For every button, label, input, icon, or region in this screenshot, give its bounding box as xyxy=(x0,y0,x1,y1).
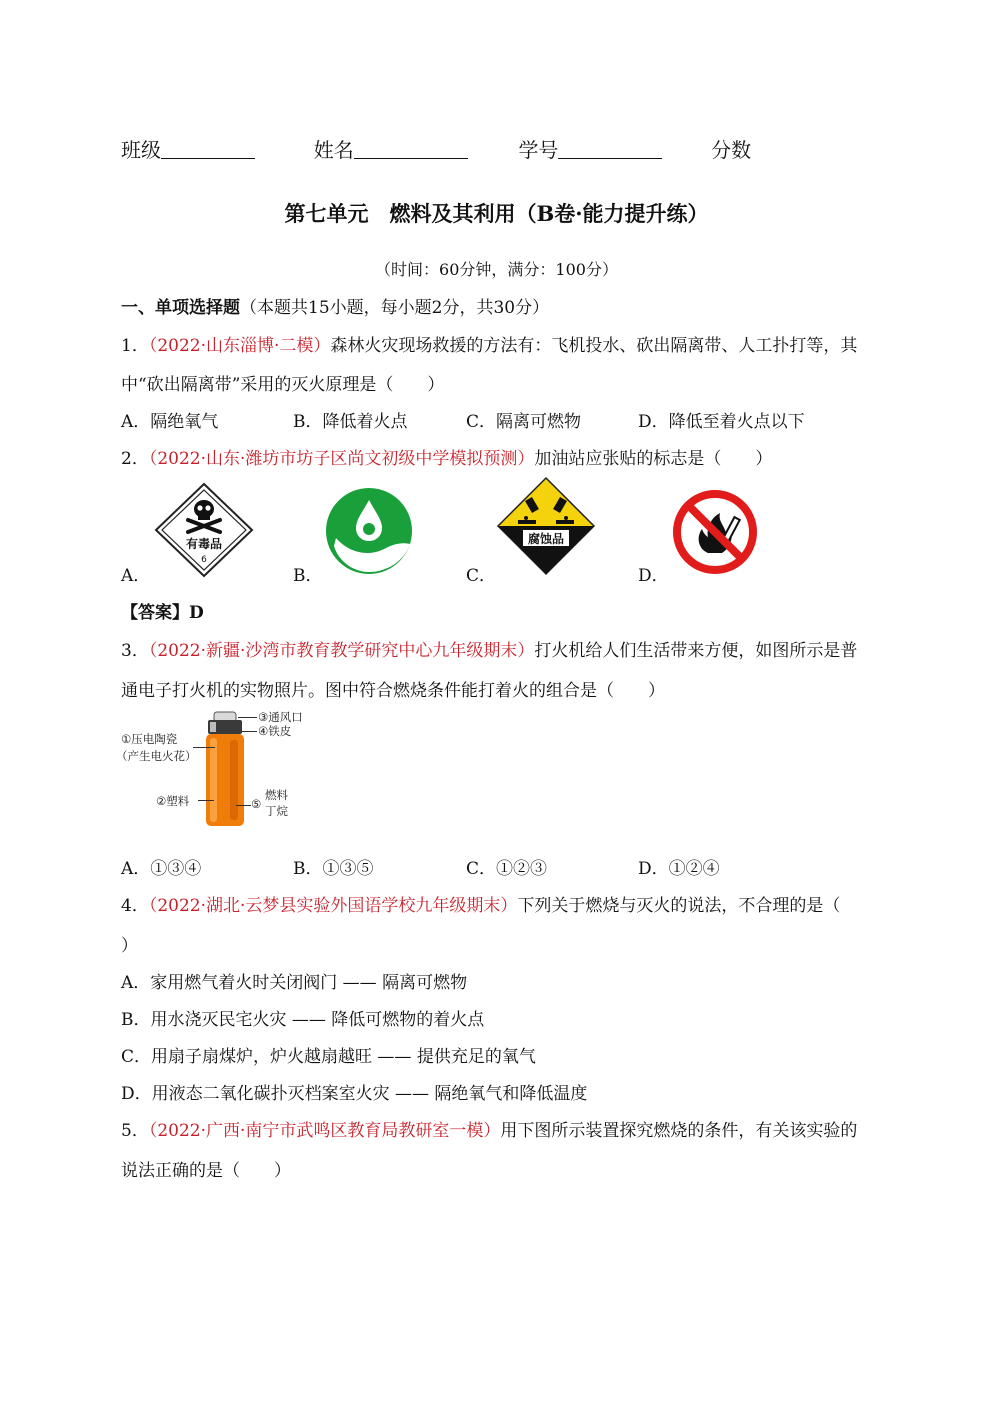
q4-line2: ） xyxy=(121,936,138,956)
q4-line1 xyxy=(121,891,840,916)
q3-option-a[interactable]: A．①③④ xyxy=(121,859,202,879)
class-blank[interactable] xyxy=(161,140,255,159)
lighter-line-3 xyxy=(238,717,257,718)
q2-line1 xyxy=(121,444,772,469)
q4-option-b[interactable]: B．用水浇灭民宅火灾 —— 降低可燃物的着火点 xyxy=(121,1010,485,1030)
q4-option-c[interactable]: C．用扇子扇煤炉，炉火越扇越旺 —— 提供充足的氧气 xyxy=(121,1047,536,1067)
id-blank[interactable] xyxy=(558,140,662,159)
q4-source: （2022·湖北·云梦县实验外国语学校九年级期末） xyxy=(148,896,518,916)
q2-option-c[interactable]: C． xyxy=(466,566,497,586)
page-subtitle: （时间：60分钟，满分：100分） xyxy=(375,260,618,279)
header-row xyxy=(121,134,751,163)
lighter-figure xyxy=(200,710,260,830)
q1-line2: 中“砍出隔离带”采用的灭火原理是（ ） xyxy=(121,375,445,395)
section-title: 一、单项选择题 xyxy=(121,298,240,318)
q2-text: 加油站应张贴的标志是（ ） xyxy=(534,449,773,469)
id-label: 学号 xyxy=(518,138,559,162)
name-label: 姓名 xyxy=(313,138,354,162)
q4-text-1: 下列关于燃烧与灭火的说法，不合理的是（ xyxy=(517,896,841,916)
lighter-line-2 xyxy=(198,800,214,801)
q3-option-c[interactable]: C．①②③ xyxy=(466,859,548,879)
q3-line2: 通电子打火机的实物照片。图中符合燃烧条件能打着火的组合是（ ） xyxy=(121,681,665,701)
q3-source: （2022·新疆·沙湾市教育教学研究中心九年级期末） xyxy=(148,641,535,661)
lighter-label-2: ②塑料 xyxy=(156,794,190,808)
q1-option-d[interactable]: D．降低至着火点以下 xyxy=(638,412,805,432)
toxic-sign-number: 6 xyxy=(201,555,207,565)
lighter-label-1b: （产生电火花） xyxy=(116,749,197,763)
section-heading xyxy=(121,293,549,318)
page-title: 第七单元 燃料及其利用（B卷·能力提升练） xyxy=(284,201,709,226)
q5-source: （2022·广西·南宁市武鸣区教育局教研室一模） xyxy=(148,1121,501,1141)
water-saving-sign-icon xyxy=(324,486,414,576)
lighter-label-5b: 丁烷 xyxy=(265,804,288,818)
lighter-label-4: ④铁皮 xyxy=(258,724,292,738)
q2-option-b[interactable]: B． xyxy=(293,566,323,586)
q5-line2: 说法正确的是（ ） xyxy=(121,1161,291,1181)
class-label: 班级 xyxy=(121,138,161,162)
q4-option-a[interactable]: A．家用燃气着火时关闭阀门 —— 隔离可燃物 xyxy=(121,973,468,993)
q1-option-b[interactable]: B．降低着火点 xyxy=(293,412,408,432)
q2-option-d[interactable]: D． xyxy=(638,566,669,586)
q2-source: （2022·山东·潍坊市坊子区尚文初级中学模拟预测） xyxy=(148,449,535,469)
q1-option-c[interactable]: C．隔离可燃物 xyxy=(466,412,582,432)
q1-option-a[interactable]: A．隔绝氧气 xyxy=(121,412,219,432)
q3-number: 3． xyxy=(121,641,149,661)
q1-number: 1． xyxy=(121,336,149,356)
name-blank[interactable] xyxy=(354,140,468,159)
corrosive-sign-icon xyxy=(496,476,596,576)
corrosive-sign-text: 腐蚀品 xyxy=(527,532,565,546)
lighter-label-3: ③通风口 xyxy=(258,710,303,724)
q5-number: 5． xyxy=(121,1121,149,1141)
section-note: （本题共15小题，每小题2分，共30分） xyxy=(240,298,550,318)
q5-line1 xyxy=(121,1116,857,1141)
toxic-sign-text: 有毒品 xyxy=(185,537,223,551)
toxic-sign-icon xyxy=(152,482,256,578)
q4-option-d[interactable]: D．用液态二氧化碳扑灭档案室火灾 —— 隔绝氧气和降低温度 xyxy=(121,1084,588,1104)
q3-option-b[interactable]: B．①③⑤ xyxy=(293,859,374,879)
no-fire-sign-icon xyxy=(670,487,760,577)
q2-answer: 【答案】D xyxy=(121,603,204,623)
q2-option-a[interactable]: A． xyxy=(121,566,151,586)
q2-number: 2． xyxy=(121,449,149,469)
q3-line1 xyxy=(121,636,857,661)
q4-number: 4． xyxy=(121,896,149,916)
q5-text-1: 用下图所示装置探究燃烧的条件，有关该实验的 xyxy=(500,1121,858,1141)
q3-text-1: 打火机给人们生活带来方便，如图所示是普 xyxy=(534,641,858,661)
score-label: 分数 xyxy=(711,138,752,162)
lighter-label-5a: 燃料 xyxy=(265,788,288,802)
lighter-line-5 xyxy=(236,805,251,806)
q3-option-d[interactable]: D．①②④ xyxy=(638,859,720,879)
q1-source: （2022·山东淄博·二模） xyxy=(148,336,331,356)
lighter-label-1a: ①压电陶瓷 xyxy=(121,732,178,746)
q1-line1 xyxy=(121,331,857,356)
lighter-line-4 xyxy=(240,731,257,732)
lighter-label-5: ⑤ xyxy=(251,797,262,811)
q1-text-1: 森林火灾现场救援的方法有：飞机投水、砍出隔离带、人工扑打等，其 xyxy=(330,336,858,356)
